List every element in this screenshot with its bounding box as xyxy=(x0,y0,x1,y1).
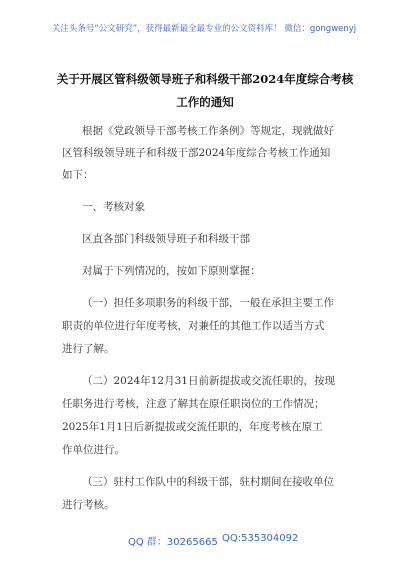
item1-line-2: 职责的单位进行年度考核，对兼任的其他工作以适当方式 xyxy=(62,320,325,332)
title-line-2: 工作的通知 xyxy=(176,95,234,109)
title-line-1: 关于开展区管科级领导班子和科级干部2024年度综合考核 xyxy=(56,72,354,86)
item3-line-1: （三）驻村工作队中的科级干部，驻村期间在接收单位 xyxy=(82,476,334,488)
item2-line-3: 2025年1月1日后新提拔或交流任职的，年度考核在原工 xyxy=(62,421,323,433)
item2-line-1: （二）2024年12月31日前新提拔或交流任职的，按现 xyxy=(82,375,335,387)
header-banner: 关注头条号“公文研究”，获得最新最全最专业的公文资料库！ 微信：gongwenyj xyxy=(51,24,357,34)
item3-line-2: 进行考核。 xyxy=(62,499,115,511)
item1-line-1: （一）担任多项职务的科级干部，一般在承担主要工作 xyxy=(82,297,334,309)
section1-heading: 一、考核对象 xyxy=(82,201,145,213)
item2-line-2: 任职务进行考核，注意了解其在原任职岗位的工作情况； xyxy=(62,398,325,410)
item2-line-4: 作单位进行。 xyxy=(62,444,125,456)
intro-line-3: 如下： xyxy=(62,169,94,181)
intro-line-1: 根据《党政领导干部考核工作条例》等规定，现就做好 xyxy=(82,125,334,137)
document-title xyxy=(40,68,370,114)
footer-qq-group: QQ 群：30265665 xyxy=(128,537,218,548)
footer-qq: QQ:535304092 xyxy=(222,533,299,544)
intro-line-2: 区管科级领导班子和科级干部2024年度综合考核工作通知 xyxy=(62,147,331,159)
section1-body: 区直各部门科级领导班子和科级干部 xyxy=(82,233,250,245)
item1-line-3: 进行了解。 xyxy=(62,343,115,355)
principle-intro: 对属于下列情况的，按如下原则掌握： xyxy=(82,265,261,277)
